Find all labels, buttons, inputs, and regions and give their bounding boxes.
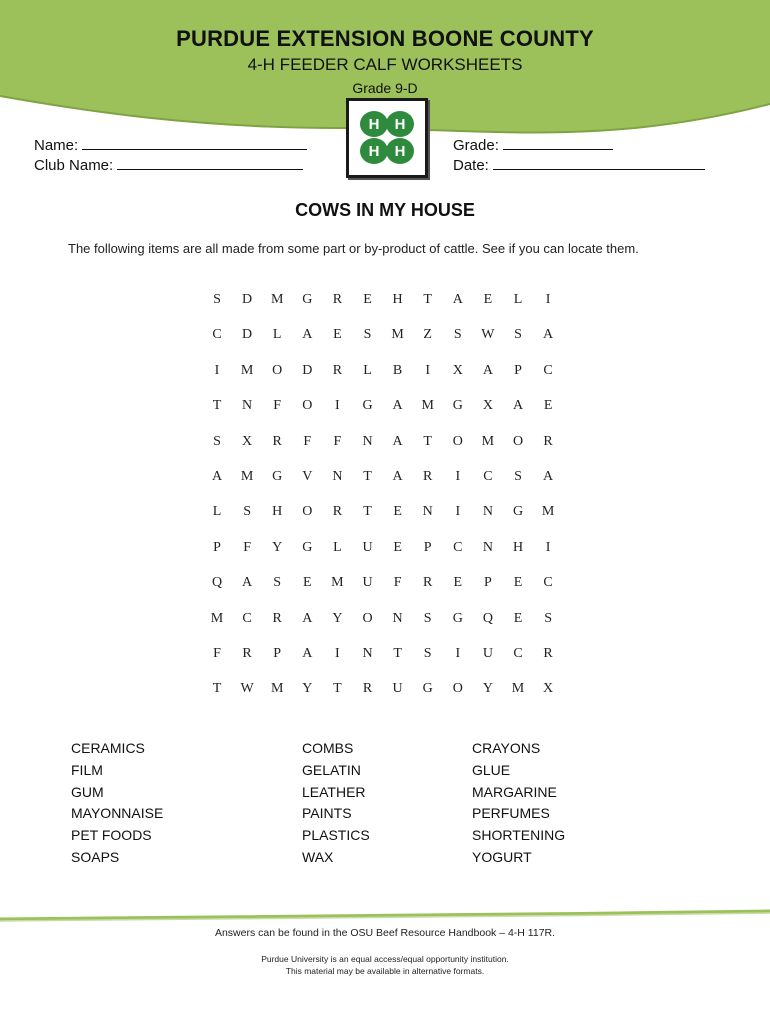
grid-letter: M bbox=[421, 398, 434, 414]
grid-letter: A bbox=[302, 646, 313, 661]
grid-letter: C bbox=[483, 469, 493, 484]
grid-letter: S bbox=[423, 610, 432, 626]
grid-letter: Y bbox=[272, 539, 283, 555]
grid-letter: U bbox=[362, 575, 373, 591]
grid-letter: L bbox=[212, 504, 222, 520]
grid-letter: M bbox=[391, 327, 404, 343]
grid-letter: X bbox=[482, 398, 493, 414]
grid-letter: S bbox=[213, 292, 221, 307]
answers-note: Answers can be found in the OSU Beef Resource Handbook – 4-H 117R. bbox=[214, 927, 556, 939]
grid-letter: A bbox=[512, 398, 524, 414]
grid-letter: Y bbox=[302, 681, 313, 697]
grid-letter: L bbox=[363, 362, 372, 378]
grid-letter: M bbox=[240, 362, 254, 378]
word-list-column-1 bbox=[71, 738, 163, 869]
grid-letter: A bbox=[392, 469, 403, 484]
grid-letter: E bbox=[393, 504, 402, 520]
grid-letter: G bbox=[512, 504, 524, 520]
grid-letter: G bbox=[452, 398, 463, 414]
club-name-label: Club Name: bbox=[34, 157, 114, 174]
grid-letter: A bbox=[452, 292, 463, 307]
grid-letter: N bbox=[422, 504, 433, 520]
worksheet-title: COWS IN MY HOUSE bbox=[295, 200, 475, 220]
grid-letter: F bbox=[213, 646, 221, 661]
grid-letter: S bbox=[453, 327, 462, 343]
alt-formats-line: This material may be available in alternative formats. bbox=[285, 966, 485, 976]
grid-letter: T bbox=[423, 433, 432, 449]
grid-letter: F bbox=[303, 433, 312, 449]
grid-letter: G bbox=[302, 292, 313, 307]
grid-letter: T bbox=[363, 504, 372, 520]
grid-letter: A bbox=[392, 398, 403, 414]
word-list-item: SHORTENING bbox=[472, 827, 566, 844]
word-list-column-2 bbox=[302, 738, 370, 869]
footer-divider bbox=[0, 905, 770, 925]
word-list-item: GUM bbox=[71, 783, 104, 800]
word-list-item: GELATIN bbox=[302, 761, 361, 778]
grid-letter: E bbox=[363, 292, 372, 307]
grid-letter: E bbox=[513, 575, 523, 591]
grid-letter: I bbox=[335, 398, 340, 414]
grid-letter: N bbox=[332, 469, 343, 484]
grid-letter: M bbox=[210, 610, 224, 626]
grid-letter: O bbox=[302, 504, 313, 520]
word-list-item: PAINTS bbox=[302, 805, 352, 822]
grid-letter: U bbox=[392, 681, 403, 697]
club-name-field[interactable] bbox=[34, 155, 303, 174]
svg-text:H: H bbox=[368, 143, 380, 160]
equal-opportunity-note bbox=[0, 953, 770, 977]
grid-letter: G bbox=[452, 610, 463, 626]
grid-letter: C bbox=[453, 539, 463, 555]
grid-letter: R bbox=[423, 575, 433, 591]
grid-letter: C bbox=[242, 610, 252, 626]
grid-letter: S bbox=[514, 469, 522, 484]
grid-letter: I bbox=[335, 646, 340, 661]
grid-letter: I bbox=[425, 362, 431, 378]
word-list-item: MAYONNAISE bbox=[71, 805, 164, 822]
word-list-item: PERFUMES bbox=[472, 805, 550, 822]
grid-letter: M bbox=[270, 681, 284, 697]
grade-field[interactable] bbox=[453, 135, 613, 154]
grid-letter: C bbox=[543, 575, 553, 591]
grid-letter: T bbox=[393, 646, 402, 661]
grid-letter: U bbox=[362, 539, 373, 555]
grid-letter: P bbox=[213, 539, 221, 555]
grid-letter: P bbox=[273, 646, 282, 661]
grid-letter: E bbox=[453, 575, 463, 591]
grid-letter: R bbox=[272, 433, 282, 449]
grid-letter: S bbox=[544, 610, 552, 626]
equal-access-line: Purdue University is an equal access/equal opportunity institution. bbox=[261, 954, 509, 964]
grid-letter: A bbox=[482, 362, 493, 378]
grid-letter: S bbox=[213, 433, 221, 449]
grid-letter: O bbox=[362, 610, 373, 626]
grid-letter: S bbox=[243, 504, 251, 520]
grid-letter: T bbox=[212, 398, 222, 414]
grid-letter: C bbox=[212, 327, 222, 343]
word-list-item: MARGARINE bbox=[472, 783, 557, 800]
word-list-item: GLUE bbox=[472, 761, 511, 778]
grid-letter: H bbox=[392, 292, 403, 307]
grid-letter: T bbox=[363, 469, 372, 484]
svg-text:H: H bbox=[368, 116, 380, 133]
grid-letter: T bbox=[333, 681, 342, 697]
grid-letter: Y bbox=[482, 681, 493, 697]
grid-letter: Z bbox=[423, 327, 432, 343]
grid-letter: R bbox=[423, 469, 433, 484]
grid-letter: Q bbox=[482, 610, 493, 626]
word-list-item: COMBS bbox=[302, 740, 354, 756]
grade-label: Grade 9-D bbox=[352, 80, 418, 96]
grid-letter: F bbox=[243, 539, 251, 555]
grid-letter: N bbox=[242, 398, 253, 414]
grid-letter: N bbox=[392, 610, 403, 626]
grid-letter: X bbox=[242, 433, 253, 449]
grid-letter: B bbox=[392, 362, 403, 378]
grid-letter: M bbox=[240, 469, 254, 484]
grid-letter: A bbox=[242, 575, 253, 591]
grid-letter: R bbox=[272, 610, 282, 626]
grid-letter: E bbox=[483, 292, 493, 307]
grid-letter: W bbox=[481, 327, 495, 343]
grid-letter: S bbox=[363, 327, 372, 343]
grid-letter: D bbox=[242, 292, 253, 307]
grade-field-label: Grade: bbox=[453, 137, 499, 154]
grid-letter: L bbox=[333, 539, 342, 555]
grid-letter: F bbox=[393, 575, 402, 591]
grid-letter: O bbox=[452, 433, 463, 449]
grid-letter: O bbox=[302, 398, 313, 414]
grid-letter: T bbox=[212, 681, 222, 697]
grid-letter: I bbox=[214, 362, 220, 378]
grid-letter: C bbox=[513, 646, 523, 661]
grid-letter: D bbox=[242, 327, 253, 343]
grid-letter: G bbox=[272, 469, 283, 484]
grid-letter: M bbox=[331, 575, 344, 591]
grid-letter: R bbox=[332, 292, 343, 307]
grid-letter: P bbox=[423, 539, 432, 555]
word-list-item: YOGURT bbox=[472, 848, 532, 865]
grid-letter: H bbox=[512, 539, 524, 555]
word-list-item: SOAPS bbox=[71, 848, 120, 865]
grid-letter: P bbox=[514, 362, 522, 378]
date-label: Date: bbox=[453, 157, 489, 174]
grid-letter: I bbox=[455, 469, 461, 484]
grid-letter: I bbox=[545, 292, 551, 307]
grid-letter: A bbox=[302, 327, 313, 343]
grid-letter: G bbox=[422, 681, 433, 697]
grid-letter: N bbox=[362, 433, 373, 449]
grid-letter: R bbox=[543, 433, 553, 449]
word-list-item: PET FOODS bbox=[71, 827, 152, 844]
club-name-input-line[interactable] bbox=[117, 155, 303, 170]
grid-letter: H bbox=[272, 504, 283, 520]
grid-letter: E bbox=[513, 610, 523, 626]
svg-text:H: H bbox=[394, 143, 406, 160]
grid-letter: F bbox=[333, 433, 342, 449]
4h-logo bbox=[346, 98, 428, 178]
grid-letter: O bbox=[512, 433, 524, 449]
word-list-item: CRAYONS bbox=[472, 740, 541, 756]
grid-letter: I bbox=[455, 504, 461, 520]
grid-letter: L bbox=[513, 292, 523, 307]
grid-letter: O bbox=[272, 362, 283, 378]
grid-letter: R bbox=[332, 362, 343, 378]
grid-letter: X bbox=[543, 681, 554, 697]
grid-letter: D bbox=[302, 362, 313, 378]
grid-letter: G bbox=[302, 539, 313, 555]
grid-letter: P bbox=[483, 575, 492, 591]
grid-letter: I bbox=[455, 646, 461, 661]
grid-letter: G bbox=[362, 398, 373, 414]
grid-letter: R bbox=[242, 646, 252, 661]
grid-letter: Y bbox=[332, 610, 343, 626]
word-list-item: FILM bbox=[71, 761, 103, 778]
grid-letter: W bbox=[240, 681, 254, 697]
grid-letter: S bbox=[423, 646, 432, 661]
grid-letter: U bbox=[482, 646, 493, 661]
grid-letter: E bbox=[303, 575, 312, 591]
grid-letter: R bbox=[362, 681, 373, 697]
grid-letter: M bbox=[270, 292, 284, 307]
grid-letter: O bbox=[452, 681, 463, 697]
grid-letter: L bbox=[272, 327, 282, 343]
grid-letter: C bbox=[543, 362, 553, 378]
svg-text:H: H bbox=[394, 116, 406, 133]
grid-letter: A bbox=[543, 327, 554, 343]
grid-letter: E bbox=[393, 539, 402, 555]
grid-letter: N bbox=[482, 539, 493, 555]
grid-letter: M bbox=[541, 504, 555, 520]
grid-letter: X bbox=[452, 362, 463, 378]
name-label: Name: bbox=[34, 137, 79, 154]
grid-letter: S bbox=[514, 327, 522, 343]
grid-letter: N bbox=[362, 646, 373, 661]
name-input-line[interactable] bbox=[82, 135, 307, 150]
grid-letter: F bbox=[273, 398, 282, 414]
grid-letter: R bbox=[332, 504, 343, 520]
grid-letter: E bbox=[543, 398, 553, 414]
grid-letter: I bbox=[545, 539, 551, 555]
grid-letter: A bbox=[211, 469, 223, 484]
word-list-column-3 bbox=[472, 738, 565, 869]
worksheet-subtitle: 4-H FEEDER CALF WORKSHEETS bbox=[247, 55, 523, 74]
grid-letter: A bbox=[392, 433, 403, 449]
grid-letter: A bbox=[302, 610, 313, 626]
word-list-item: CERAMICS bbox=[71, 740, 145, 756]
grid-letter: Q bbox=[211, 575, 223, 591]
word-list-item: WAX bbox=[302, 848, 334, 865]
four-leaf-clover-4h-icon bbox=[353, 105, 421, 171]
word-list-item: LEATHER bbox=[302, 783, 366, 800]
grade-input-line[interactable] bbox=[503, 135, 613, 150]
grid-letter: V bbox=[302, 469, 313, 484]
grid-letter: E bbox=[333, 327, 342, 343]
instructions: The following items are all made from some part or by-product of cattle. See if you can locate them. bbox=[68, 241, 639, 256]
date-field[interactable] bbox=[453, 155, 705, 174]
grid-letter: N bbox=[482, 504, 493, 520]
name-field[interactable] bbox=[34, 135, 307, 154]
grid-letter: M bbox=[481, 433, 495, 449]
grid-letter: M bbox=[511, 681, 525, 697]
date-input-line[interactable] bbox=[493, 155, 705, 170]
grid-letter: R bbox=[543, 646, 553, 661]
org-title: PURDUE EXTENSION BOONE COUNTY bbox=[176, 26, 594, 51]
grid-letter: A bbox=[543, 469, 554, 484]
word-list-item: PLASTICS bbox=[302, 827, 370, 844]
grid-letter: S bbox=[273, 575, 282, 591]
grid-letter: T bbox=[423, 292, 432, 307]
